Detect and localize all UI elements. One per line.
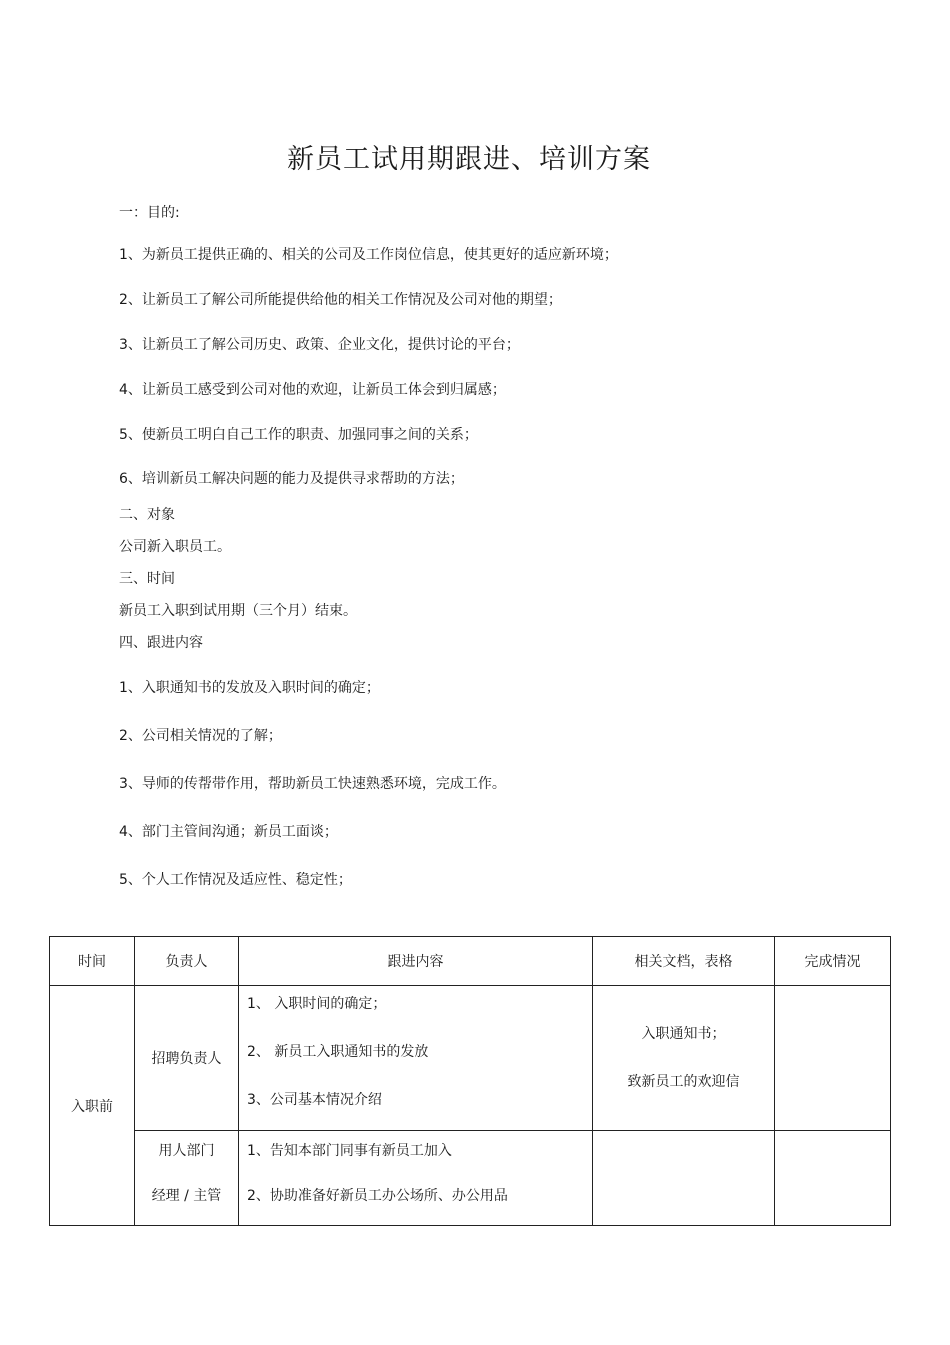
header-content: 跟进内容 — [239, 937, 593, 986]
content-line: 3、公司基本情况介绍 — [247, 1092, 382, 1108]
content-item: 2、公司相关情况的了解； — [119, 728, 282, 744]
purpose-item: 3、让新员工了解公司历史、政策、企业文化，提供讨论的平台； — [119, 337, 520, 353]
content-line: 1、 入职时间的确定； — [247, 996, 387, 1012]
target-text: 公司新入职员工。 — [119, 539, 231, 555]
followup-table — [49, 936, 891, 1226]
header-time: 时间 — [50, 937, 135, 986]
status-cell — [775, 1131, 891, 1226]
purpose-item: 4、让新员工感受到公司对他的欢迎，让新员工体会到归属感； — [119, 382, 506, 398]
table-header-row — [50, 937, 891, 986]
status-cell — [775, 986, 891, 1131]
content-line: 2、协助准备好新员工办公场所、办公用品 — [247, 1188, 508, 1204]
docs-cell — [593, 1131, 775, 1226]
header-docs: 相关文档，表格 — [593, 937, 775, 986]
purpose-item: 6、培训新员工解决问题的能力及提供寻求帮助的方法； — [119, 471, 464, 487]
document-title: 新员工试用期跟进、培训方案 — [287, 144, 651, 175]
purpose-item: 5、使新员工明白自己工作的职责、加强同事之间的关系； — [119, 427, 478, 443]
owner-label: 招聘负责人 — [151, 1051, 222, 1067]
content-cell — [239, 986, 593, 1131]
purpose-item: 2、让新员工了解公司所能提供给他的相关工作情况及公司对他的期望； — [119, 292, 562, 308]
target-heading: 二、对象 — [119, 507, 175, 523]
docs-line: 致新员工的欢迎信 — [627, 1074, 740, 1090]
content-item: 5、个人工作情况及适应性、稳定性； — [119, 872, 352, 888]
content-item: 4、部门主管间沟通；新员工面谈； — [119, 824, 338, 840]
header-status: 完成情况 — [775, 937, 891, 986]
content-line: 1、告知本部门同事有新员工加入 — [247, 1143, 452, 1159]
owner-cell — [135, 986, 239, 1131]
docs-cell — [593, 986, 775, 1131]
content-cell — [239, 1131, 593, 1226]
content-item: 3、导师的传帮带作用，帮助新员工快速熟悉环境，完成工作。 — [119, 776, 506, 792]
owner-label: 用人部门 — [158, 1143, 215, 1159]
docs-line: 入职通知书； — [641, 1026, 726, 1042]
purpose-item: 1、为新员工提供正确的、相关的公司及工作岗位信息，使其更好的适应新环境； — [119, 247, 618, 263]
content-heading: 四、跟进内容 — [119, 635, 203, 651]
content-line: 2、 新员工入职通知书的发放 — [247, 1044, 429, 1060]
content-item: 1、入职通知书的发放及入职时间的确定； — [119, 680, 380, 696]
time-text: 新员工入职到试用期（三个月）结束。 — [119, 603, 357, 619]
stage-cell: 入职前 — [50, 986, 135, 1226]
header-owner: 负责人 — [135, 937, 239, 986]
owner-label: 经理 / 主管 — [151, 1188, 222, 1204]
time-heading: 三、时间 — [119, 571, 175, 587]
table-row — [50, 986, 891, 1131]
owner-cell — [135, 1131, 239, 1226]
table-row — [50, 1131, 891, 1226]
purpose-heading: 一：目的: — [119, 205, 180, 221]
